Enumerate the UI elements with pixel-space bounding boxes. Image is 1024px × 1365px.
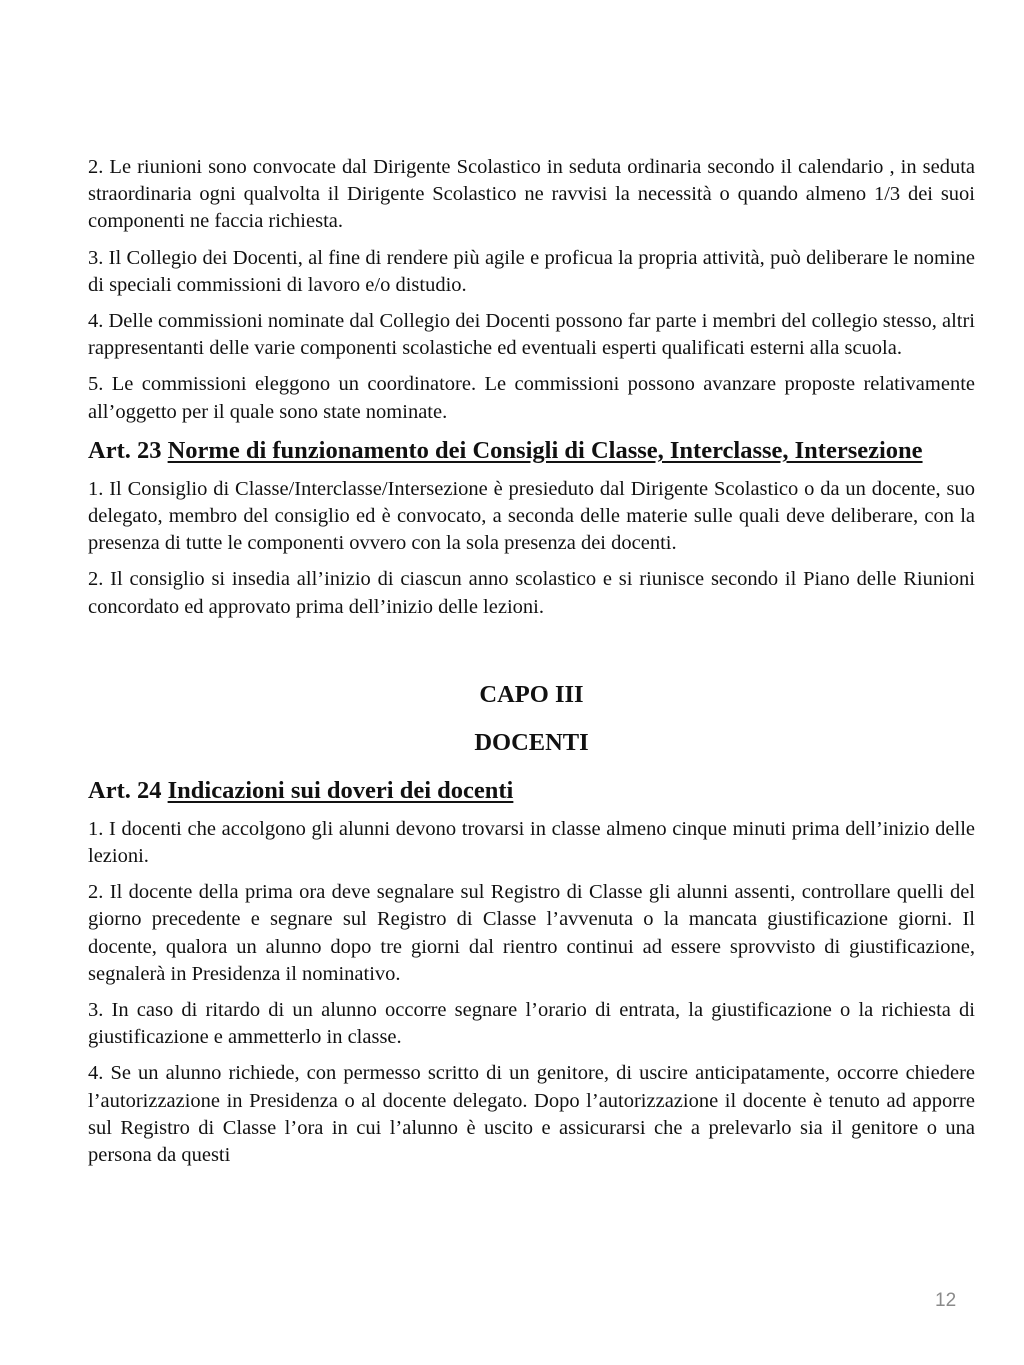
article-number: Art. 23 (88, 436, 162, 464)
paragraph: 1. I docenti che accolgono gli alunni devono trovarsi in classe almeno cinque minuti prima dell’inizio delle lezioni. (88, 817, 975, 868)
paragraph: 1. Il Consiglio di Classe/Interclasse/Intersezione è presieduto dal Dirigente Scolastico o da un docente, suo delegato, membro del consiglio ed è convocato, a seconda delle materie sulle quali deve deliberare, con la presenza di tutte le componenti ovvero con la sola presenza dei docenti. (88, 477, 975, 555)
document-page (88, 154, 975, 1178)
article-title: Indicazioni sui doveri dei docenti (167, 776, 514, 804)
paragraph: 4. Se un alunno richiede, con permesso scritto di un genitore, di uscire anticipatamente, occorre chiedere l’autorizzazione in Presidenza o al docente delegato. Dopo l’autorizzazione il docente è tenuto ad apporre sul Registro di Classe l’ora in cui l’alunno è uscito e assicurarsi che a prelevarlo sia il genitore o una persona da questi (88, 1062, 975, 1167)
page-number: 12 (935, 1290, 957, 1311)
article-number: Art. 24 (88, 776, 162, 804)
article-title: Norme di funzionamento dei Consigli di Classe, Interclasse, Intersezione (167, 436, 923, 464)
paragraph: 3. Il Collegio dei Docenti, al fine di rendere più agile e proficua la propria attività, può deliberare le nomine di speciali commissioni di lavoro e/o distudio. (88, 246, 975, 296)
paragraph: 2. Il docente della prima ora deve segnalare sul Registro di Classe gli alunni assenti, controllare quelli del giorno precedente e segnare sul Registro di Classe l’avvenuta o la mancata giustificazione giorni. Il docente, qualora un alunno dopo tre giorni dal rientro continui ad essere sprovvisto di giustificazione, segnalerà in Presidenza il nominativo. (88, 881, 975, 985)
paragraph: 4. Delle commissioni nominate dal Collegio dei Docenti possono far parte i membri del collegio stesso, altri rappresentanti delle varie componenti scolastiche ed eventuali esperti qualificati esterni alla scuola. (88, 310, 976, 360)
chapter-label: CAPO III (479, 680, 584, 708)
paragraph: 3. In caso di ritardo di un alunno occorre segnare l’orario di entrata, la giustificazione o la richiesta di giustificazione e ammetterlo in classe. (88, 999, 975, 1049)
paragraph: 2. Le riunioni sono convocate dal Dirigente Scolastico in seduta ordinaria secondo il calendario , in seduta straordinaria ogni qualvolta il Dirigente Scolastico ne ravvisi la necessità o quando almeno 1/3 dei suoi componenti ne faccia richiesta. (88, 156, 975, 233)
paragraph: 5. Le commissioni eleggono un coordinatore. Le commissioni possono avanzare proposte relativamente all’oggetto per il quale sono state nominate. (88, 373, 975, 423)
article-23-heading (88, 435, 975, 466)
paragraph: 2. Il consiglio si insedia all’inizio di ciascun anno scolastico e si riunisce secondo il Piano delle Riunioni concordato ed approvato prima dell’inizio delle lezioni. (88, 568, 975, 618)
chapter-subtitle: DOCENTI (474, 728, 589, 756)
article-24-heading (88, 775, 975, 806)
